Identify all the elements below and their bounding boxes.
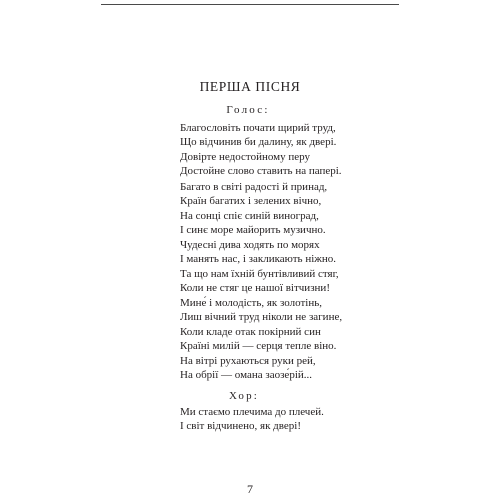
stanza-5	[180, 354, 316, 383]
poem-line: Ми стаємо плечима до плечей.	[180, 406, 324, 418]
poem-line: Коли кладе отак покірний син	[180, 325, 321, 338]
poem-line: Достойне слово ставить на папері.	[180, 164, 342, 177]
poem-line: На обрії — омана заозе́рій...	[180, 369, 313, 382]
poem-line: На сонці спіє синій виноград,	[180, 209, 319, 222]
chorus-label: Хор:	[228, 390, 260, 402]
poem-line: Благословіть почати щирий труд,	[180, 122, 336, 134]
poem-line: Та що нам їхній бунтівливий стяг,	[180, 267, 339, 280]
page-number: 7	[247, 482, 253, 496]
poem-line: Мине́ і молодість, як золотінь,	[180, 297, 322, 309]
poem-line: І манять нас, і закликають ніжно.	[180, 253, 336, 266]
poem-line: Довірте недостойному перу	[180, 150, 310, 163]
poem-title: ПЕРША ПІСНЯ	[199, 79, 301, 94]
stanza-3	[180, 238, 339, 295]
stanza-6	[180, 405, 324, 434]
poem-line: Країні милій — серця тепле віно.	[180, 339, 337, 352]
poem-line: Коли не стяг це нашої вітчизни!	[180, 281, 330, 294]
poem-line: І синє море майорить музично.	[180, 223, 326, 236]
voice-label: Голос:	[226, 104, 270, 116]
stanza-1	[180, 121, 342, 178]
poem-line: Країн багатих і зелених вічно,	[180, 195, 322, 208]
poem-line: І світ відчинено, як двері!	[180, 420, 302, 433]
stanza-2	[180, 180, 327, 237]
poem-line: Багато в світі радості й принад,	[180, 181, 328, 193]
stanza-4	[180, 296, 342, 353]
poem-line: На вітрі рухаються руки рей,	[180, 355, 316, 367]
poem-line: Чудесні дива ходять по морях	[180, 239, 320, 251]
poem-line: Що відчинив би далину, як двері.	[180, 136, 337, 149]
poem-line: Лиш вічний труд ніколи не загине,	[180, 311, 343, 324]
top-rule	[101, 4, 399, 5]
